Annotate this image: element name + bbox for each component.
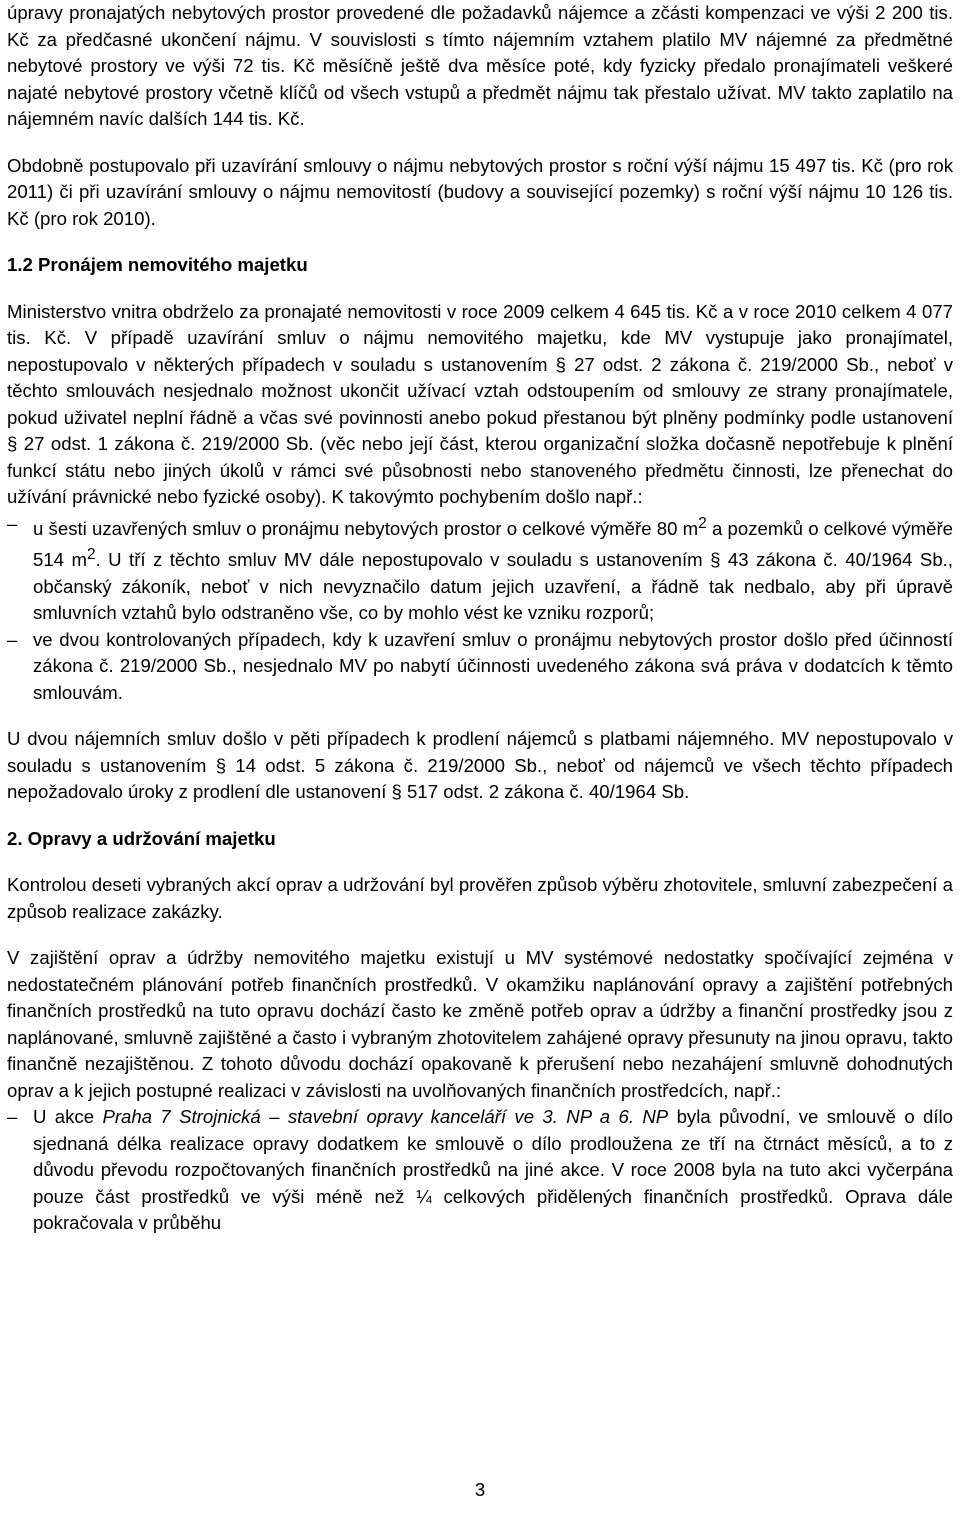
list-item — [7, 627, 953, 707]
paragraph-property-rental: Ministerstvo vnitra obdrželo za pronajaté nemovitosti v roce 2009 celkem 4 645 tis. Kč a v roce 2010 celkem 4 077 tis. Kč. V případě uzavírání smluv o nájmu nemovitého majetku, kde MV vystupuje jako pronajímatel, nepostupovalo v některých případech v souladu s ustanovením § 27 odst. 2 zákona č. 219/2000 Sb., neboť v těchto smlouvách nesjednalo možnost ukončit užívací vztah odstoupením od smlouvy ze strany pronajímatele, pokud uživatel neplní řádně a včas své povinnosti anebo pokud přestanou být plněny podmínky podle ustanovení § 27 odst. 1 zákona č. 219/2000 Sb. (věc nebo její část, kterou organizační složka dočasně nepotřebuje k plnění funkcí státu nebo jiných úkolů v rámci své působnosti nebo stanoveného předmětu činnosti, lze přenechat do užívání právnické nebo fyzické osoby). K takovýmto pochybením došlo např.: — [7, 300, 953, 507]
page-number: 3 — [474, 1479, 486, 1500]
section-heading-2: 2. Opravy a udržování majetku — [7, 827, 276, 849]
list-item-text: . U tří z těchto smluv MV dále nepostupovalo v souladu s ustanovením § 43 zákona č. 40/1964 Sb., občanský zákoník, neboť v nich nevyznačilo datum jejich uzavření, a řádně tak nedbalo, aby při úpravě smluvních vztahů bylo odstraněno vše, co by mohlo vést ke vzniku rozporů; — [33, 549, 953, 624]
section-heading-1-2: 1.2 Pronájem nemovitého majetku — [7, 254, 308, 275]
paragraph-systemic-deficiencies: V zajištění oprav a údržby nemovitého majetku existují u MV systémové nedostatky spočívající zejména v nedostatečném plánování potřeb finančních prostředků. V okamžiku naplánování opravy a zajištění potřebných finančních prostředků na tuto opravu dochází často ke změně potřeb oprav a údržby a finanční prostředky jsou z naplánované, smluvně zajištěné a často i vybraným zhotovitelem zahájené opravy přesunuty na jinou opravu, takto finančně nezajištěnou. Z tohoto důvodu dochází opakovaně k přerušení nebo nezahájení smluvně dohodnutých oprav a k jejich postupné realizaci v závislosti na uvolňovaných finančních prostředcích, např.: — [7, 947, 953, 1101]
superscript: 2 — [698, 514, 707, 532]
list-item-text: a pozemků o celkové výměře 514 m — [33, 517, 953, 571]
list-item-text: ve dvou kontrolovaných případech, kdy k uzavření smluv o pronájmu nebytových prostor došlo před účinností zákona č. 219/2000 Sb., nesjednalo MV po nabytí účinnosti uvedeného zákona svá práva v dodatcích k těmto smlouvám. — [33, 628, 953, 703]
list-item-text: byla původní, ve smlouvě o dílo sjednaná délka realizace opravy dodatkem ke smlouvě o dílo prodloužena ze tří na čtrnáct měsíců, a to z důvodu převodu rozpočtovaných finančních prostředků na jiné akce. V roce 2008 byla na tuto akci vyčerpána pouze část prostředků ve výši méně než ¼ celkových přidělených finančních prostředků. Oprava dále pokračovala v průběhu — [33, 1106, 953, 1234]
list-item-text: U akce — [33, 1106, 103, 1128]
paragraph-similar-contracts: Obdobně postupovalo při uzavírání smlouvy o nájmu nebytových prostor s roční výší nájmu 15 497 tis. Kč (pro rok 2011) či při uzavírání smlouvy o nájmu nemovitostí (budovy a související pozemky) s roční výší nájmu 10 126 tis. Kč (pro rok 2010). — [7, 154, 953, 229]
list-item — [7, 511, 953, 627]
deficiency-list — [7, 511, 953, 707]
project-name: Praha 7 Strojnická – stavební opravy kanceláří ve 3. NP a 6. NP — [102, 1106, 669, 1128]
paragraph-audit-scope: Kontrolou deseti vybraných akcí oprav a udržování byl prověřen způsob výběru zhotovitele, smluvní zabezpečení a způsob realizace zakázky. — [7, 874, 953, 922]
paragraph-lease-termination: úpravy pronajatých nebytových prostor provedené dle požadavků nájemce a zčásti kompenzaci ve výši 2 200 tis. Kč za předčasné ukončení nájmu. V souvislosti s tímto nájemním vztahem platilo MV nájemné za předmětné nebytové prostory ve výši 72 tis. Kč měsíčně ještě dva měsíce poté, kdy fyzicky předalo pronajímateli veškeré najaté nebytové prostory včetně klíčů od všech vstupů a předmět nájmu tak přestalo užívat. MV takto zaplatilo na nájemném navíc dalších 144 tis. Kč. — [7, 2, 953, 129]
list-item — [7, 1104, 953, 1237]
paragraph-late-payments: U dvou nájemních smluv došlo v pěti případech k prodlení nájemců s platbami nájemného. MV nepostupovalo v souladu s ustanovením § 14 odst. 5 zákona č. 219/2000 Sb., neboť od nájemců ve všech těchto případech nepožadovalo úroky z prodlení dle ustanovení § 517 odst. 2 zákona č. 40/1964 Sb. — [7, 728, 953, 803]
superscript: 2 — [86, 546, 96, 564]
example-list — [7, 1104, 953, 1237]
list-item-text: u šesti uzavřených smluv o pronájmu nebytových prostor o celkové výměře 80 m — [33, 517, 699, 539]
